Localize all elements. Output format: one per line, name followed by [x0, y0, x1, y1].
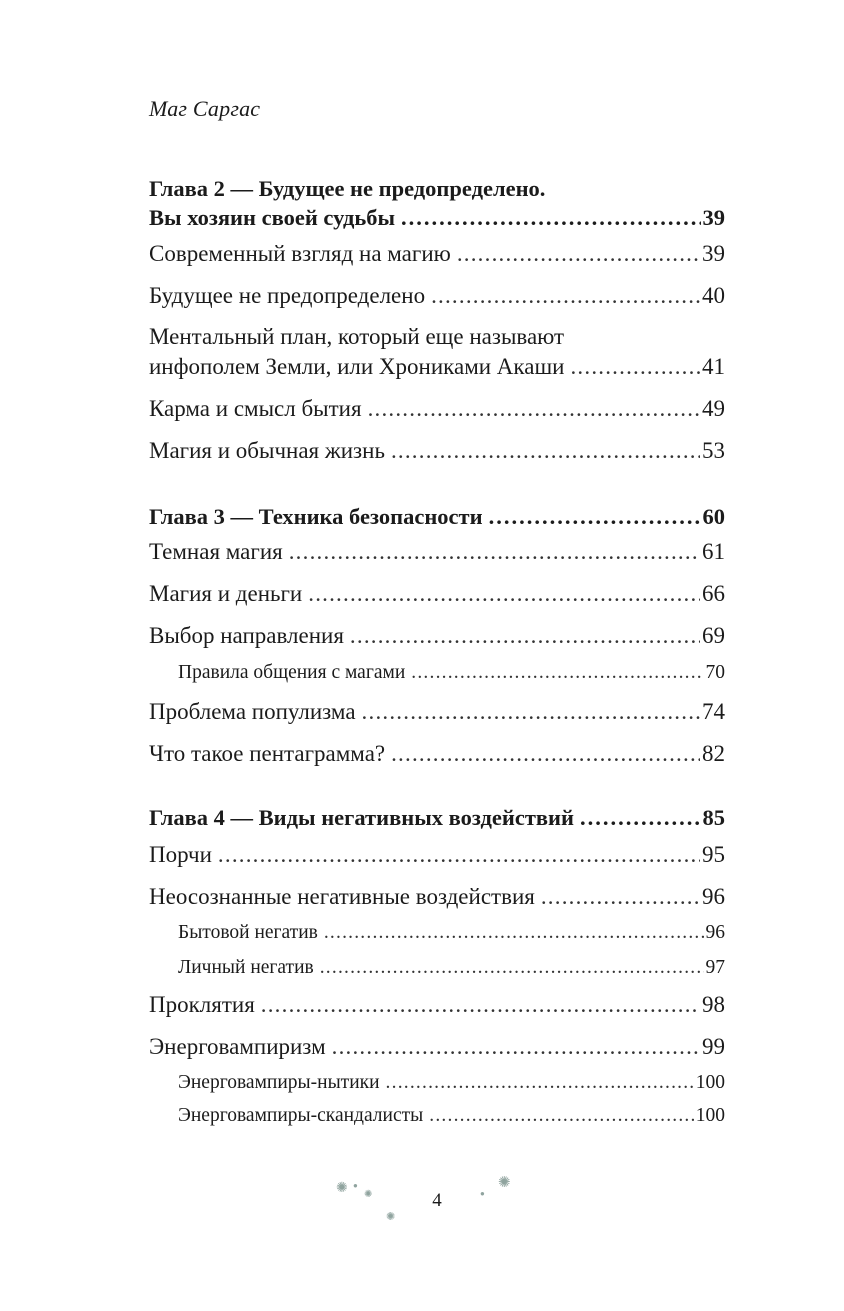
toc-entry	[149, 1032, 725, 1062]
toc-subentry	[178, 920, 725, 946]
toc-entry	[149, 697, 725, 727]
dot-leader	[489, 502, 701, 532]
chapter-3-entry	[149, 502, 725, 532]
toc-entry-page: 97	[705, 957, 725, 978]
dot-leader	[570, 352, 700, 382]
chapter-2-title-line2: Вы хозяин своей судьбы	[149, 205, 396, 230]
page-footer	[0, 1170, 844, 1240]
toc-entry-page: 99	[702, 1034, 725, 1059]
toc-entry-title: Проблема популизма	[149, 699, 356, 724]
star-sparkle-icon: ✺	[336, 1181, 348, 1196]
toc-entry-page: 96	[705, 922, 725, 943]
toc-entry-page: 61	[702, 539, 725, 564]
toc-entry-page: 40	[702, 283, 725, 308]
toc-subentry	[178, 1070, 725, 1096]
dot-leader	[320, 955, 704, 981]
dot-leader	[580, 803, 701, 833]
star-sparkle-icon: ●	[480, 1189, 485, 1198]
toc-entry-page: 39	[702, 241, 725, 266]
toc-entry-page: 100	[695, 1105, 725, 1126]
toc-entry-title-line1: Ментальный план, который еще называют	[149, 324, 565, 349]
toc-entry	[149, 281, 725, 311]
toc-entry-title: Современный взгляд на магию	[149, 241, 451, 266]
toc-entry-title: Бытовой негатив	[178, 922, 318, 943]
toc-subentry	[178, 660, 725, 686]
chapter-2-title-line1: Глава 2 — Будущее не предопределено.	[149, 176, 546, 201]
dot-leader	[261, 990, 700, 1020]
dot-leader	[218, 840, 700, 870]
dot-leader	[541, 882, 700, 912]
chapter-4-title: Глава 4 — Виды негативных воздействий	[149, 805, 574, 830]
running-header-author: Маг Саргас	[149, 96, 261, 121]
toc-entry-page: 95	[702, 842, 725, 867]
chapter-3-title: Глава 3 — Техника безопасности	[149, 504, 483, 529]
dot-leader	[289, 537, 700, 567]
toc-entry-title: Что такое пентаграмма?	[149, 741, 386, 766]
toc-entry-title: Правила общения с магами	[178, 662, 406, 683]
toc-entry-page: 53	[702, 438, 725, 463]
chapter-2-page: 39	[702, 205, 725, 230]
toc-entry-title: Порчи	[149, 842, 212, 867]
star-sparkle-icon: ✺	[386, 1211, 396, 1223]
toc-entry	[149, 537, 725, 567]
dot-leader	[431, 281, 700, 311]
toc-entry-title: Выбор направления	[149, 623, 344, 648]
chapter-3-page: 60	[702, 504, 725, 529]
toc-entry-title: Энерговампиры-нытики	[178, 1072, 380, 1093]
dot-leader	[308, 579, 700, 609]
dot-leader	[411, 660, 703, 686]
toc-entry-title: Личный негатив	[178, 957, 314, 978]
dot-leader	[457, 239, 700, 269]
toc-entry-page: 98	[702, 992, 725, 1017]
toc-entry-title-line2: инфополем Земли, или Хрониками Акаши	[149, 354, 565, 379]
dot-leader	[386, 1070, 694, 1096]
star-sparkle-icon: ✺	[498, 1175, 511, 1191]
chapter-2-entry	[149, 203, 725, 233]
star-sparkle-icon: ✺	[364, 1189, 373, 1200]
dot-leader	[368, 394, 700, 424]
toc-entry	[149, 352, 725, 382]
toc-entry-page: 82	[702, 741, 725, 766]
toc-entry	[149, 436, 725, 466]
toc-entry-page: 49	[702, 396, 725, 421]
toc-entry-title: Магия и обычная жизнь	[149, 438, 385, 463]
dot-leader	[391, 739, 700, 769]
toc-entry-page: 96	[702, 884, 725, 909]
dot-leader	[362, 697, 700, 727]
toc-entry	[149, 239, 725, 269]
toc-entry-page: 70	[705, 662, 725, 683]
toc-entry-title: Магия и деньги	[149, 581, 303, 606]
toc-entry	[149, 739, 725, 769]
toc-entry-title: Неосознанные негативные воздействия	[149, 884, 535, 909]
toc-entry	[149, 394, 725, 424]
dot-leader	[391, 436, 700, 466]
toc-entry-title: Энерговампиризм	[149, 1034, 326, 1059]
toc-entry-title: Будущее не предопределено	[149, 283, 426, 308]
toc-subentry	[178, 1103, 725, 1129]
dot-leader	[429, 1103, 693, 1129]
chapter-4-entry	[149, 803, 725, 833]
toc-subentry	[178, 955, 725, 981]
page-number: 4	[432, 1190, 442, 1211]
dot-leader	[332, 1032, 700, 1062]
toc-entry-title: Карма и смысл бытия	[149, 396, 362, 421]
chapter-4-page: 85	[702, 805, 725, 830]
toc-entry	[149, 990, 725, 1020]
toc-entry-page: 69	[702, 623, 725, 648]
toc-entry-page: 74	[702, 699, 725, 724]
toc-entry-page: 100	[695, 1072, 725, 1093]
toc-entry-page: 66	[702, 581, 725, 606]
toc-entry-title: Проклятия	[149, 992, 255, 1017]
star-sparkle-icon: ●	[353, 1181, 358, 1190]
toc-entry	[149, 882, 725, 912]
dot-leader	[401, 203, 700, 233]
toc-entry	[149, 621, 725, 651]
toc-entry-title: Энерговампиры-скандалисты	[178, 1105, 424, 1126]
toc-entry-title: Темная магия	[149, 539, 283, 564]
toc-entry	[149, 579, 725, 609]
toc-entry	[149, 840, 725, 870]
toc-entry-page: 41	[702, 354, 725, 379]
dot-leader	[324, 920, 704, 946]
dot-leader	[350, 621, 700, 651]
